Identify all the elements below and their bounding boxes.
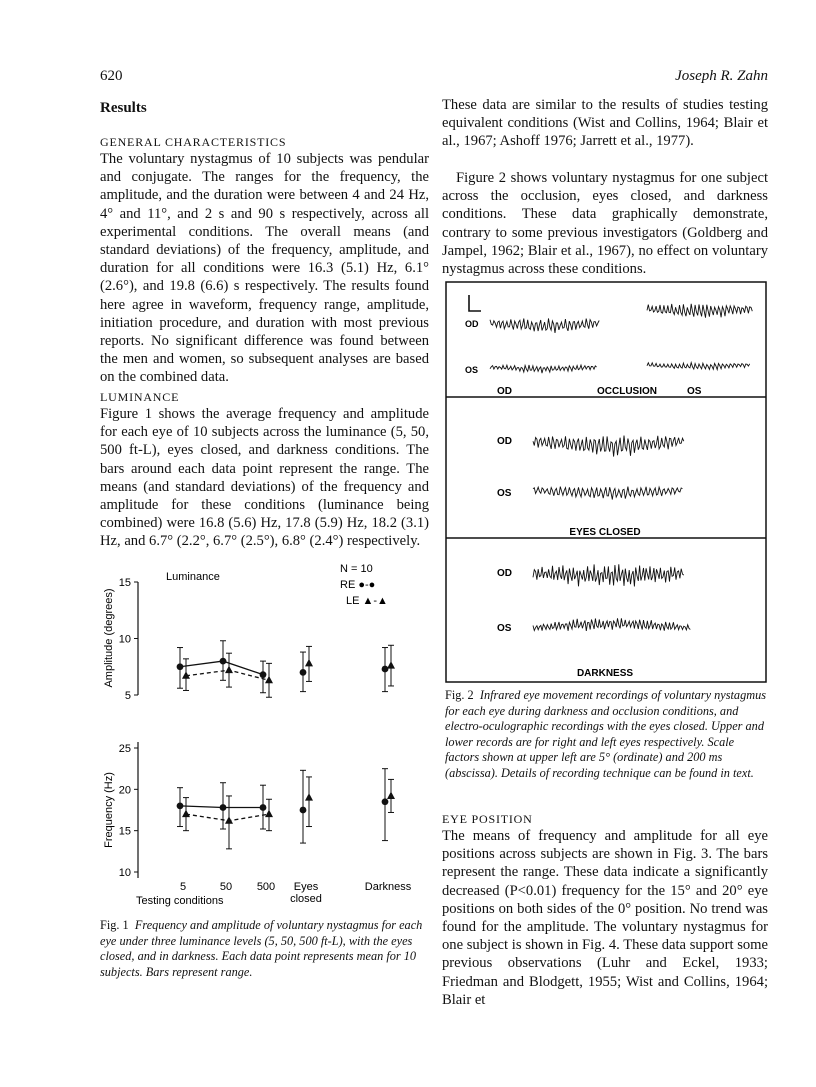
freq-re-point bbox=[300, 807, 307, 814]
general-heading: GENERAL CHARACTERISTICS bbox=[100, 135, 287, 149]
right-paragraph-1: These data are similar to the results of studies testing equivalent conditions (Wist and Collins, 1964; Blair et al., 1967; Ashoff 1976; Jarrett et al., 1977). bbox=[442, 97, 768, 150]
p1-bottom-os: OS bbox=[687, 386, 702, 397]
freq-re-point bbox=[382, 798, 389, 805]
luminance-paragraph: Figure 1 shows the average frequency and amplitude for each eye of 10 subjects across the luminance (5, 50, 500 ft-L), eyes closed, and darkness conditions. The bars around each data point represent the range. The means (and standard deviations) of the frequency and amplitude for these conditions (luminance being combined) were 16.8 (5.6) Hz, 17.8 (5.9) Hz, 18.2 (3.1) Hz, and 6.7° (2.2°, 6.7° (2.5°), 6.8° (2.4°) respectively. bbox=[100, 406, 429, 550]
scale-bar-icon bbox=[469, 295, 481, 311]
amp-le-point bbox=[225, 666, 233, 674]
p2-od-label: OD bbox=[497, 436, 512, 447]
x-tick-50: 50 bbox=[219, 881, 233, 893]
p2-od-trace bbox=[533, 436, 684, 457]
amp-re-point bbox=[220, 658, 227, 665]
amp-re-point bbox=[382, 666, 389, 673]
x-tick-darkness: Darkness bbox=[364, 881, 412, 893]
figure-1-caption bbox=[100, 918, 430, 980]
amp-re-point bbox=[177, 663, 184, 670]
fig2-caption-label: Fig. 2 bbox=[445, 688, 474, 702]
fig2-caption-text: Infrared eye movement recordings of voluntary nystagmus for each eye during darkness and occlusion conditions, and electro-oculographic recordings with the eyes closed. Upper and lower records are for right and left eyes respectively. Scale factors shown at upper left are 5° (ordinate) and 200 ms (abscissa). Details of recording technique can be found in text. bbox=[445, 688, 767, 780]
amplitude-panel bbox=[103, 563, 395, 702]
x-tick-500: 500 bbox=[256, 881, 276, 893]
legend-n: N = 10 bbox=[340, 563, 373, 575]
fig1-caption-text: Frequency and amplitude of voluntary nystagmus for each eye under three luminance levels (5, 50, 500 ft-L), with the eyes closed, and in darkness. Each data point represents mean for 10 subjects. Bars represent range. bbox=[100, 918, 423, 979]
x-tick-closed: closed bbox=[290, 893, 322, 905]
p1-od-label: OD bbox=[465, 319, 479, 329]
p1-os-trace-left bbox=[490, 365, 597, 373]
x-label: Testing conditions bbox=[136, 895, 224, 907]
x-tick-5: 5 bbox=[179, 881, 187, 893]
freq-le-point bbox=[225, 816, 233, 824]
freq-le-point bbox=[265, 810, 273, 818]
freq-ytick-label-10: 10 bbox=[118, 867, 131, 879]
amp-ytick-label-5: 5 bbox=[124, 690, 131, 702]
amp-re-point bbox=[300, 669, 307, 676]
legend-le: LE ▲-▲ bbox=[346, 595, 388, 607]
right-paragraph-2: Figure 2 shows voluntary nystagmus for one subject across the occlusion, eyes closed, and darkness conditions. These data graphically demonstrate, contrary to some previous investigators (Goldberg and Jampel, 1962; Blair et al., 1967), no effect on voluntary nystagmus across these conditions. bbox=[442, 170, 768, 278]
p1-occlusion: OCCLUSION bbox=[597, 386, 657, 397]
p1-od-trace-right bbox=[647, 304, 752, 318]
legend-title: Luminance bbox=[166, 571, 220, 583]
p3-od-trace bbox=[533, 564, 684, 586]
freq-re-point bbox=[177, 802, 184, 809]
general-paragraph: The voluntary nystagmus of 10 subjects was pendular and conjugate. The ranges for the frequency, the amplitude, and the duration were between 4 and 24 Hz, 4° and 11°, and 2 s and 90 s respectively, across all experimental conditions. The overall means (and standard deviations) of the frequency, amplitude, and duration for all conditions were 16.3 (5.1) Hz, 6.1° (2.6°), and 19.8 (6.6) s respectively. The results found here agree in waveform, frequency range, amplitude, initiation procedure, and duration with most previous reports. No significant difference was found between the men and women, so subsequent analyses are based on the combined data. bbox=[100, 151, 429, 386]
page-number: 620 bbox=[100, 68, 123, 84]
p3-os-label: OS bbox=[497, 623, 512, 634]
freq-le-point bbox=[182, 810, 190, 818]
frequency-panel bbox=[103, 742, 395, 879]
amp-ytick-label-10: 10 bbox=[118, 633, 131, 646]
luminance-heading: LUMINANCE bbox=[100, 390, 180, 404]
amp-ylabel: Amplitude (degrees) bbox=[103, 588, 115, 688]
figure-1 bbox=[100, 560, 430, 920]
eye-position-paragraph: The means of frequency and amplitude for all eye positions across subjects are shown in Fig. 3. The bars represent the range. These data indicate a significantly decreased (P<0.01) frequency for the 15° and 20° eye positions on both sides of the 0° position. No trend was found for the amplitude. The voluntary nystagmus for one subject is shown in Fig. 4. These data support some previous observations (Luhr and Eckel, 1933; Friedman and Blodgett, 1955; Wist and Collins, 1964; Blair et bbox=[442, 828, 768, 1008]
p2-os-label: OS bbox=[497, 488, 512, 499]
amp-le-point bbox=[265, 676, 273, 684]
figure-2-caption bbox=[445, 688, 771, 782]
freq-re-point bbox=[260, 804, 267, 811]
p2-title: EYES CLOSED bbox=[569, 527, 641, 538]
freq-le-point bbox=[305, 793, 313, 801]
p1-bottom-od: OD bbox=[497, 386, 512, 397]
amp-ytick-label-15: 15 bbox=[118, 577, 131, 589]
p3-os-trace bbox=[533, 618, 690, 631]
p3-title: DARKNESS bbox=[576, 668, 634, 679]
p2-os-trace bbox=[533, 487, 683, 500]
legend-re: RE ●-● bbox=[340, 579, 376, 591]
freq-le-point bbox=[387, 791, 395, 799]
results-title: Results bbox=[100, 100, 147, 116]
fig1-caption-label: Fig. 1 bbox=[100, 918, 129, 932]
freq-ylabel: Frequency (Hz) bbox=[103, 772, 115, 848]
freq-ytick-label-15: 15 bbox=[118, 825, 131, 838]
eye-position-heading: EYE POSITION bbox=[442, 812, 533, 826]
running-author: Joseph R. Zahn bbox=[675, 68, 768, 84]
freq-ytick-label-20: 20 bbox=[118, 784, 131, 797]
amp-re-point bbox=[260, 671, 267, 678]
amp-le-point bbox=[387, 661, 395, 669]
p1-os-label: OS bbox=[465, 365, 479, 375]
p3-od-label: OD bbox=[497, 568, 512, 579]
x-tick-eyes: Eyes bbox=[293, 881, 319, 893]
p1-od-trace-left bbox=[490, 318, 599, 333]
amp-le-point bbox=[305, 659, 313, 667]
freq-re-point bbox=[220, 804, 227, 811]
p1-os-trace-right bbox=[647, 363, 750, 370]
figure-2 bbox=[445, 281, 767, 683]
freq-ytick-label-25: 25 bbox=[118, 743, 131, 755]
